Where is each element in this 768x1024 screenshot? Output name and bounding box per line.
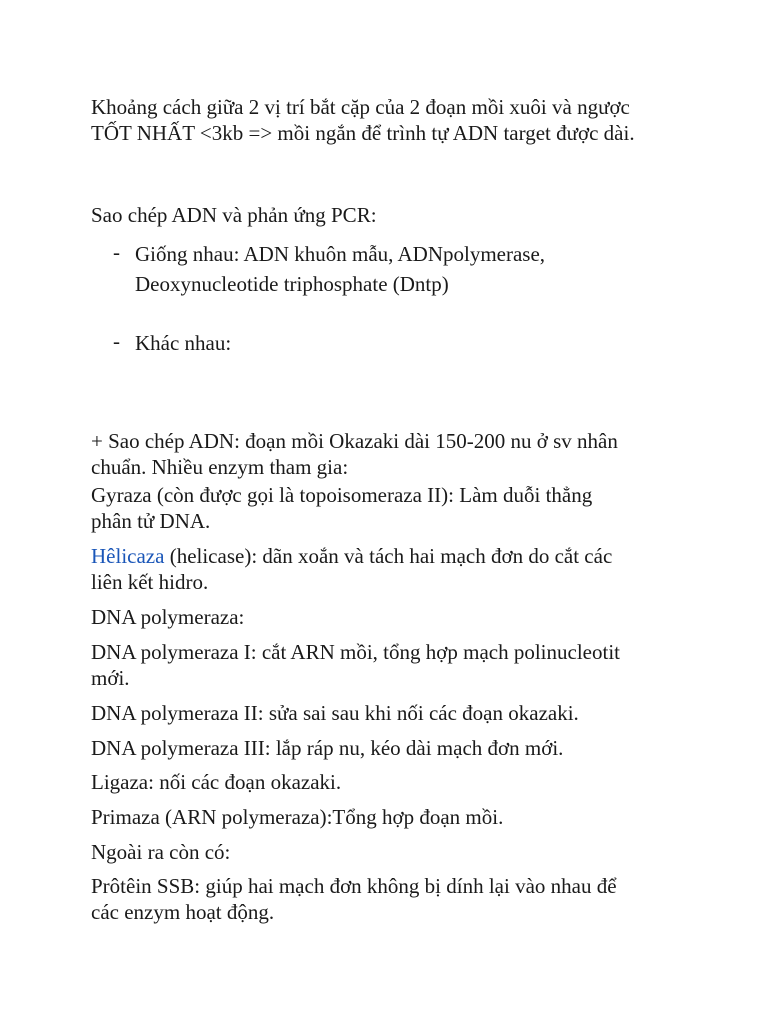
heading-replication-pcr: Sao chép ADN và phản ứng PCR: — [91, 203, 377, 227]
paragraph-okazaki — [91, 428, 691, 480]
helicaza-link[interactable]: Hêlicaza — [91, 544, 165, 568]
paragraph-primaza: Primaza (ARN polymeraza):Tổng hợp đoạn mồi. — [91, 805, 504, 829]
paragraph-dna-polymeraza-3: DNA polymeraza III: lắp ráp nu, kéo dài mạch đơn mới. — [91, 736, 564, 760]
paragraph-dna-polymeraza-2: DNA polymeraza II: sửa sai sau khi nối các đoạn okazaki. — [91, 701, 579, 725]
paragraph-line: Khoảng cách giữa 2 vị trí bắt cặp của 2 đoạn mồi xuôi và ngược — [91, 95, 630, 119]
list-dash: - — [113, 329, 120, 353]
paragraph-others: Ngoài ra còn có: — [91, 840, 231, 864]
paragraph-gyraza — [91, 482, 691, 534]
paragraph-dna-polymeraza: DNA polymeraza: — [91, 605, 245, 629]
paragraph-line: + Sao chép ADN: đoạn mồi Okazaki dài 150-200 nu ở sv nhân — [91, 429, 618, 453]
list-item-line: Deoxynucleotide triphosphate (Dntp) — [135, 272, 449, 296]
paragraph-line: Prôtêin SSB: giúp hai mạch đơn không bị dính lại vào nhau để — [91, 874, 617, 898]
list-dash: - — [113, 240, 120, 264]
paragraph-line: chuẩn. Nhiều enzym tham gia: — [91, 455, 349, 479]
paragraph-line: Gyraza (còn được gọi là topoisomeraza II): Làm duỗi thẳng — [91, 483, 593, 507]
paragraph-line: các enzym hoạt động. — [91, 900, 275, 924]
paragraph-line: liên kết hidro. — [91, 570, 209, 594]
paragraph-helicaza — [91, 543, 691, 595]
list-item-similarities — [113, 239, 693, 299]
list-item-text — [135, 239, 693, 299]
list-item-differences — [113, 328, 693, 358]
list-item-line: Giống nhau: ADN khuôn mẫu, ADNpolymerase, — [135, 242, 546, 266]
paragraph-ssb — [91, 873, 691, 925]
paragraph-line: (helicase): dãn xoắn và tách hai mạch đơn do cắt các — [164, 544, 613, 568]
paragraph-dna-polymeraza-1 — [91, 639, 691, 691]
paragraph-line: TỐT NHẤT <3kb => mồi ngắn để trình tự ADN target được dài. — [91, 121, 635, 145]
paragraph-ligaza: Ligaza: nối các đoạn okazaki. — [91, 770, 342, 794]
list-item-text: Khác nhau: — [135, 331, 232, 355]
paragraph-primer-distance — [91, 94, 691, 146]
paragraph-line: phân tử DNA. — [91, 509, 211, 533]
paragraph-line: mới. — [91, 666, 130, 690]
paragraph-line: DNA polymeraza I: cắt ARN mồi, tổng hợp mạch polinucleotit — [91, 640, 620, 664]
